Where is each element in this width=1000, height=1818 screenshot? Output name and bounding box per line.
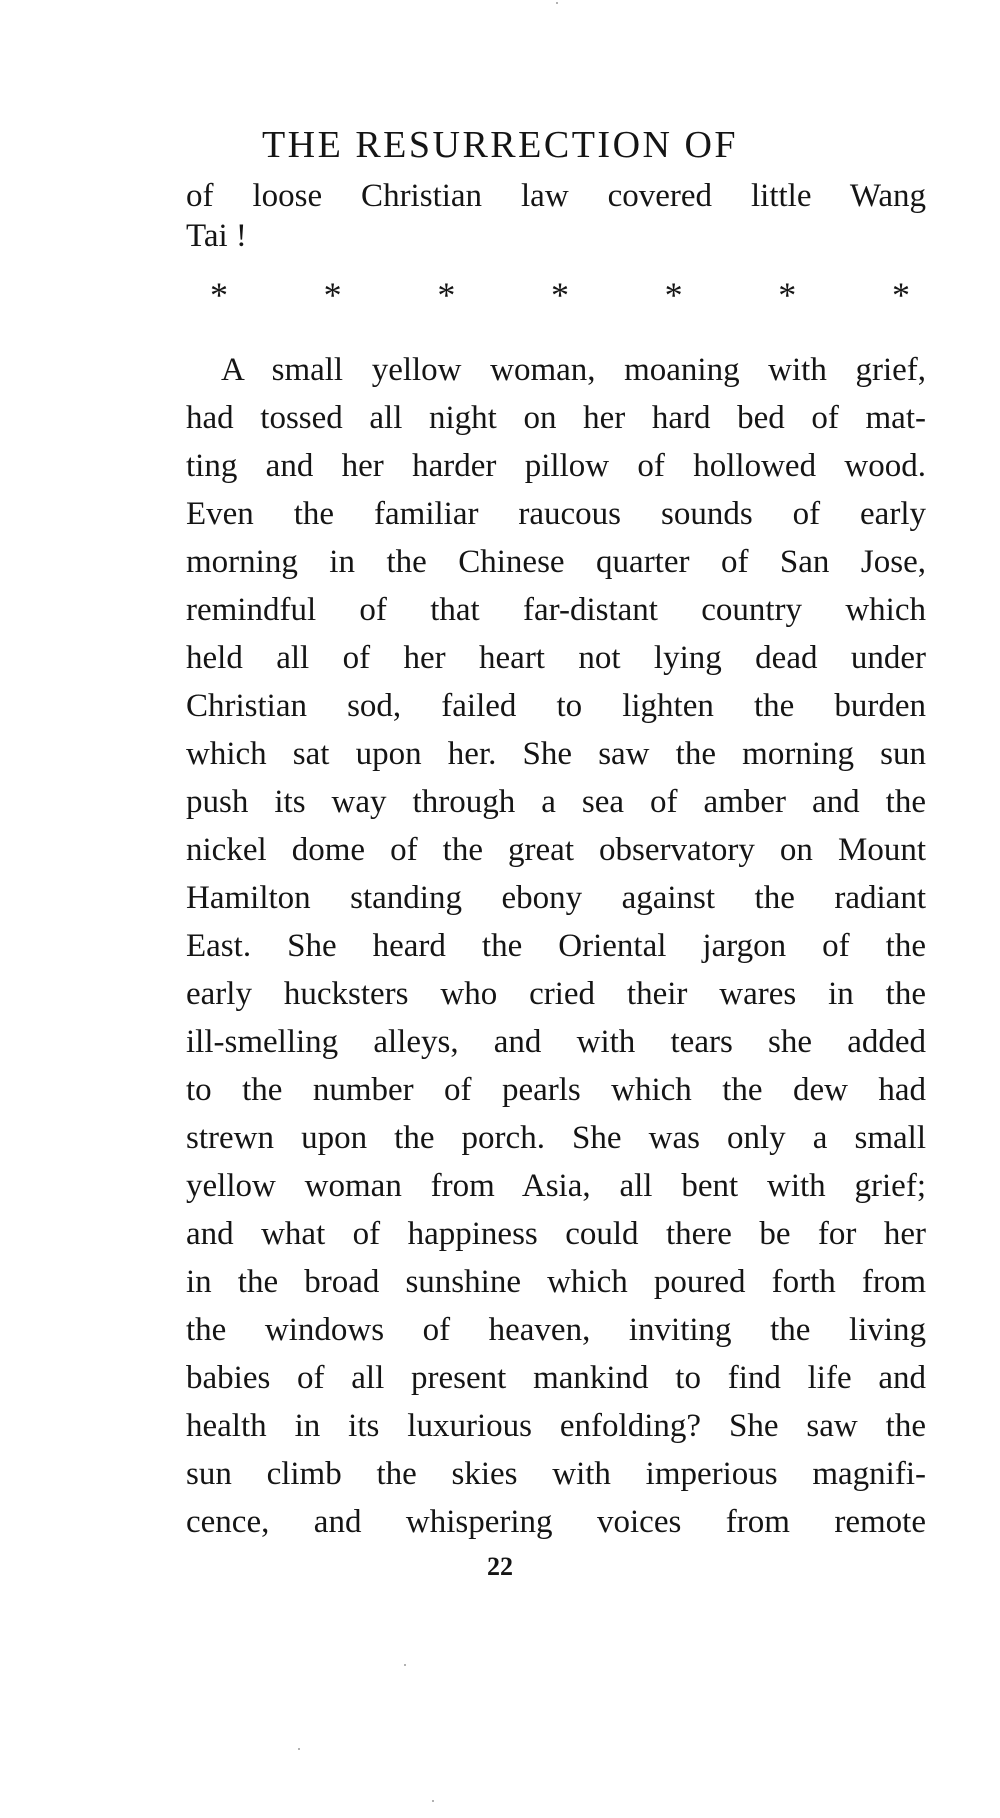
text-line: Hamilton standing ebony against the radiant <box>186 880 926 916</box>
text-line: nickel dome of the great observatory on Mount <box>186 832 926 868</box>
page-number: 22 <box>487 1552 513 1581</box>
text-line: morning in the Chinese quarter of San Jose, <box>186 544 926 580</box>
text-line: to the number of pearls which the dew had <box>186 1072 926 1108</box>
asterisk: * <box>778 275 797 315</box>
text-line: remindful of that far-distant country which <box>186 592 926 628</box>
text-line: in the broad sunshine which poured forth from <box>186 1264 926 1300</box>
text-line: A small yellow woman, moaning with grief, <box>221 352 926 388</box>
text-line: of loose Christian law covered little Wang <box>186 178 926 214</box>
asterisk: * <box>550 275 569 315</box>
text-line: health in its luxurious enfolding? She saw the <box>186 1408 926 1444</box>
text-line: and what of happiness could there be for her <box>186 1216 926 1252</box>
paper-speck <box>404 1664 406 1666</box>
text-line: early hucksters who cried their wares in the <box>186 976 926 1012</box>
text-line: the windows of heaven, inviting the living <box>186 1312 926 1348</box>
paper-speck <box>556 2 558 4</box>
section-separator <box>204 277 916 313</box>
paper-speck <box>432 1800 434 1802</box>
running-head: THE RESURRECTION OF <box>261 124 739 166</box>
text-line: East. She heard the Oriental jargon of the <box>186 928 926 964</box>
asterisk: * <box>664 275 683 315</box>
text-line: strewn upon the porch. She was only a small <box>186 1120 926 1156</box>
text-line: Tai ! <box>186 218 247 254</box>
text-line: ting and her harder pillow of hollowed wood. <box>186 448 926 484</box>
text-line: Christian sod, failed to lighten the burden <box>186 688 926 724</box>
asterisk: * <box>323 275 342 315</box>
asterisk: * <box>210 275 228 315</box>
text-line: held all of her heart not lying dead under <box>186 640 926 676</box>
text-line: ill-smelling alleys, and with tears she added <box>186 1024 926 1060</box>
text-line: which sat upon her. She saw the morning sun <box>186 736 926 772</box>
text-line: push its way through a sea of amber and the <box>186 784 926 820</box>
text-line: sun climb the skies with imperious magnifi- <box>186 1456 926 1492</box>
text-line: Even the familiar raucous sounds of early <box>186 496 926 532</box>
text-line: cence, and whispering voices from remote <box>186 1504 926 1540</box>
asterisk: * <box>437 275 456 315</box>
text-line: babies of all present mankind to find life and <box>186 1360 926 1396</box>
paper-speck <box>298 1748 300 1750</box>
text-line: had tossed all night on her hard bed of mat- <box>186 400 926 436</box>
text-line: yellow woman from Asia, all bent with grief; <box>186 1168 926 1204</box>
asterisk: * <box>891 275 910 315</box>
